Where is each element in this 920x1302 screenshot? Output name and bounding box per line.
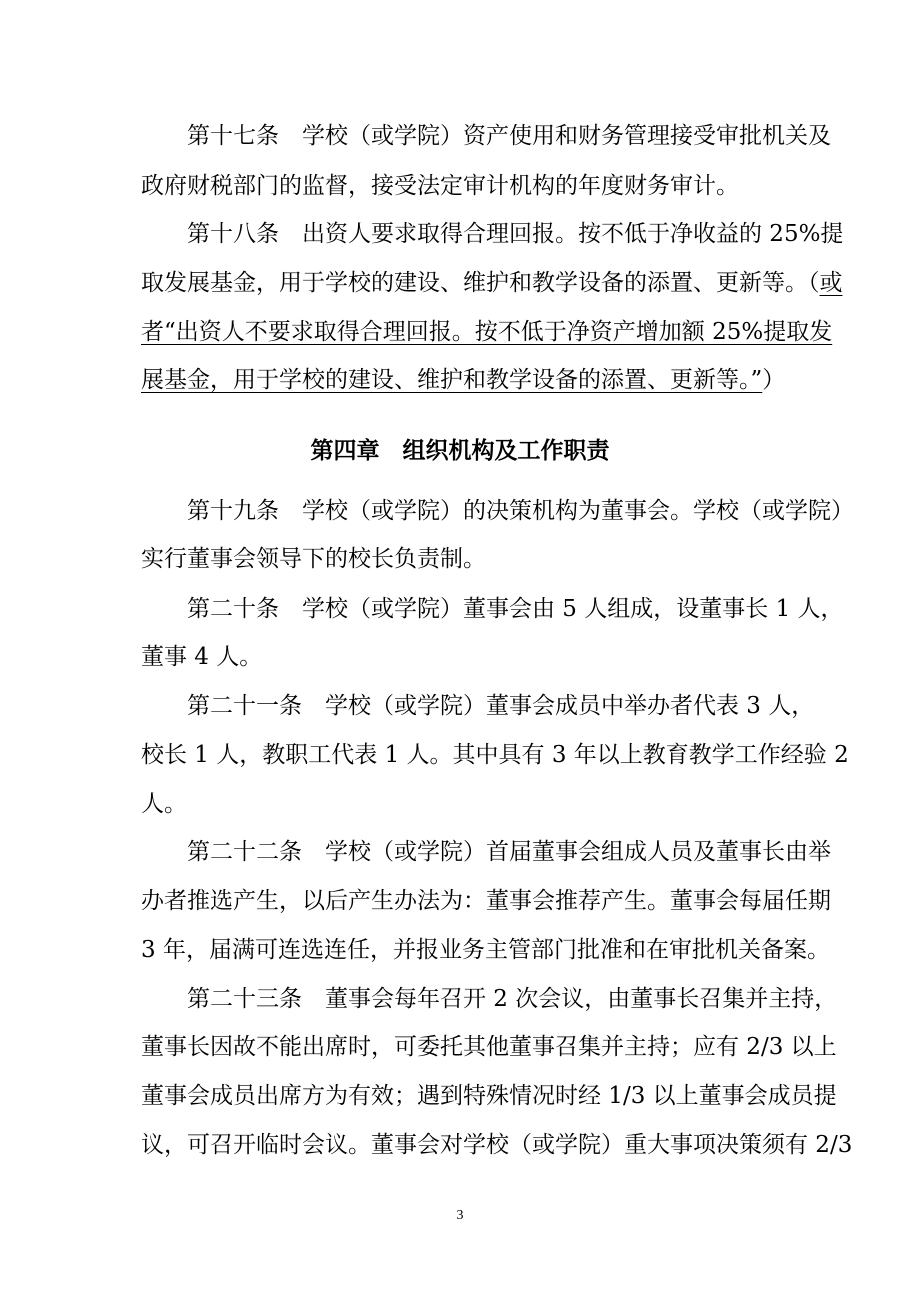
article-18-alt-line-2 [141,365,791,395]
article-21-line-1: 第二十一条 学校（或学院）董事会成员中举办者代表 3 人， [187,693,815,719]
article-23-line-4: 议，可召开临时会议。董事会对学校（或学院）重大事项决策须有 2/3 [141,1132,853,1158]
article-20-line-1: 第二十条 学校（或学院）董事会由 5 人组成，设董事长 1 人， [187,596,844,622]
page-number: 3 [456,1208,464,1223]
article-18-closing-paren: ） [762,367,786,393]
article-23-line-3: 董事会成员出席方为有效；遇到特殊情况时经 1/3 以上董事会成员提 [141,1083,837,1109]
article-18-line-2-text: 取发展基金，用于学校的建设、维护和教学设备的添置、更新等。（ [141,270,820,296]
article-19-line-2: 实行董事会领导下的校长负责制。 [141,546,486,572]
article-17-line-2: 政府财税部门的监督，接受法定审计机构的年度财务审计。 [141,173,739,199]
article-18-alt-line-1: 者“出资人不要求取得合理回报。按不低于净资产增加额 25%提取发 [141,319,833,345]
article-20-line-2: 董事 4 人。 [141,644,263,670]
article-18-alt-text-start: 或 [819,270,843,296]
article-21-line-2: 校长 1 人，教职工代表 1 人。其中具有 3 年以上教育教学工作经验 2 [141,742,849,768]
article-17-line-1: 第十七条 学校（或学院）资产使用和财务管理接受审批机关及 [187,123,831,149]
article-23-line-2: 董事长因故不能出席时，可委托其他董事召集并主持；应有 2/3 以上 [141,1034,837,1060]
chapter-heading: 第四章 组织机构及工作职责 [310,437,610,464]
article-19-line-1: 第十九条 学校（或学院）的决策机构为董事会。学校（或学院） [187,498,854,524]
article-18-line-1: 第十八条 出资人要求取得合理回报。按不低于净收益的 25%提 [187,221,844,247]
article-22-line-3: 3 年，届满可连选连任，并报业务主管部门批准和在审批机关备案。 [141,937,830,963]
article-21-line-3: 人。 [141,791,187,817]
article-22-line-2: 办者推选产生，以后产生办法为：董事会推荐产生。董事会每届任期 [141,888,831,914]
article-18-line-2 [141,268,843,298]
article-23-line-1: 第二十三条 董事会每年召开 2 次会议，由董事长召集并主持， [187,986,838,1012]
article-18-alt-text-end: 展基金，用于学校的建设、维护和教学设备的添置、更新等。” [141,367,763,393]
article-22-line-1: 第二十二条 学校（或学院）首届董事会组成人员及董事长由举 [187,839,831,865]
